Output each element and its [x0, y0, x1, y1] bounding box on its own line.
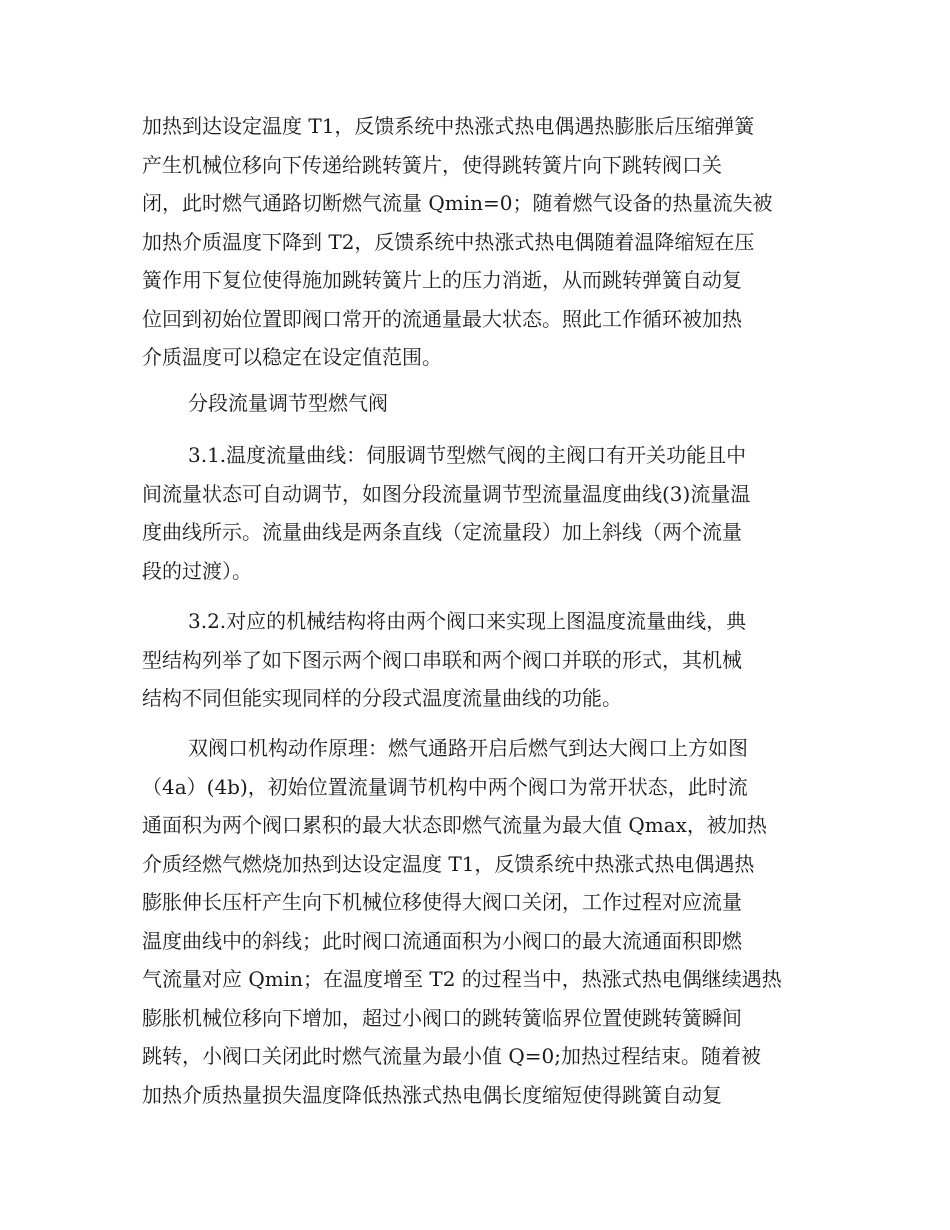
text-line: 加热介质温度下降到 T2，反馈系统中热涨式热电偶随着温降缩短在压 — [142, 229, 755, 254]
text-line: 结构不同但能实现同样的分段式温度流量曲线的功能。 — [142, 686, 622, 710]
section-heading — [142, 384, 812, 423]
text-line: 3.2.对应的机械结构将由两个阀口来实现上图温度流量曲线，典 — [188, 609, 747, 633]
text-line: 段的过渡）。 — [142, 558, 252, 583]
text-line: 介质温度可以稳定在设定值范围。 — [142, 345, 442, 369]
text-line: 型结构列举了如下图示两个阀口串联和两个阀口并联的形式，其机械 — [142, 647, 742, 672]
text-line: 双阀口机构动作原理：燃气通路开启后燃气到达大阀口上方如图 — [188, 736, 748, 760]
text-line: 位回到初始位置即阀口常开的流通量最大状态。照此工作循环被加热 — [142, 306, 742, 331]
text-line: 通面积为两个阀口累积的最大状态即燃气流量为最大值 Qmax，被加热 — [142, 813, 767, 837]
text-line: 跳转，小阀口关闭此时燃气流量为最小值 Q=0;加热过程结束。随着被 — [142, 1044, 761, 1068]
text-line: 温度曲线中的斜线；此时阀口流通面积为小阀口的最大流通面积即燃 — [142, 928, 742, 953]
text-line: 度曲线所示。流量曲线是两条直线（定流量段）加上斜线（两个流量 — [142, 520, 742, 544]
text-line: 闭，此时燃气通路切断燃气流量 Qmin=0；随着燃气设备的热量流失被 — [142, 191, 773, 215]
text-line: 产生机械位移向下传递给跳转簧片，使得跳转簧片向下跳转阀口关 — [142, 152, 722, 177]
paragraph-thermostat-cycle — [142, 107, 812, 377]
text-line: 簧作用下复位使得施加跳转簧片上的压力消逝，从而跳转弹簧自动复 — [142, 268, 742, 292]
text-line: （4a）(4b)，初始位置流量调节机构中两个阀口为常开状态，此时流 — [142, 774, 748, 799]
text-line: 介质经燃气燃烧加热到达设定温度 T1，反馈系统中热涨式热电偶遇热 — [142, 851, 755, 876]
text-line: 加热到达设定温度 T1，反馈系统中热涨式热电偶遇热膨胀后压缩弹簧 — [142, 114, 755, 138]
text-line: 气流量对应 Qmin；在温度增至 T2 的过程当中，热涨式热电偶继续遇热 — [142, 967, 782, 991]
text-line: 间流量状态可自动调节，如图分段流量调节型流量温度曲线(3)流量温 — [142, 481, 751, 506]
paragraph-3-1 — [142, 436, 812, 590]
paragraph-3-2 — [142, 602, 812, 718]
section-title: 分段流量调节型燃气阀 — [188, 391, 388, 415]
text-line: 膨胀机械位移向下增加，超过小阀口的跳转簧临界位置使跳转簧瞬间 — [142, 1005, 742, 1030]
text-line: 膨胀伸长压杆产生向下机械位移使得大阀口关闭，工作过程对应流量 — [142, 890, 742, 914]
text-line: 3.1.温度流量曲线：伺服调节型燃气阀的主阀口有开关功能且中 — [188, 443, 747, 467]
paragraph-dual-valve-principle — [142, 729, 812, 1114]
text-line: 加热介质热量损失温度降低热涨式热电偶长度缩短使得跳簧自动复 — [142, 1082, 722, 1107]
